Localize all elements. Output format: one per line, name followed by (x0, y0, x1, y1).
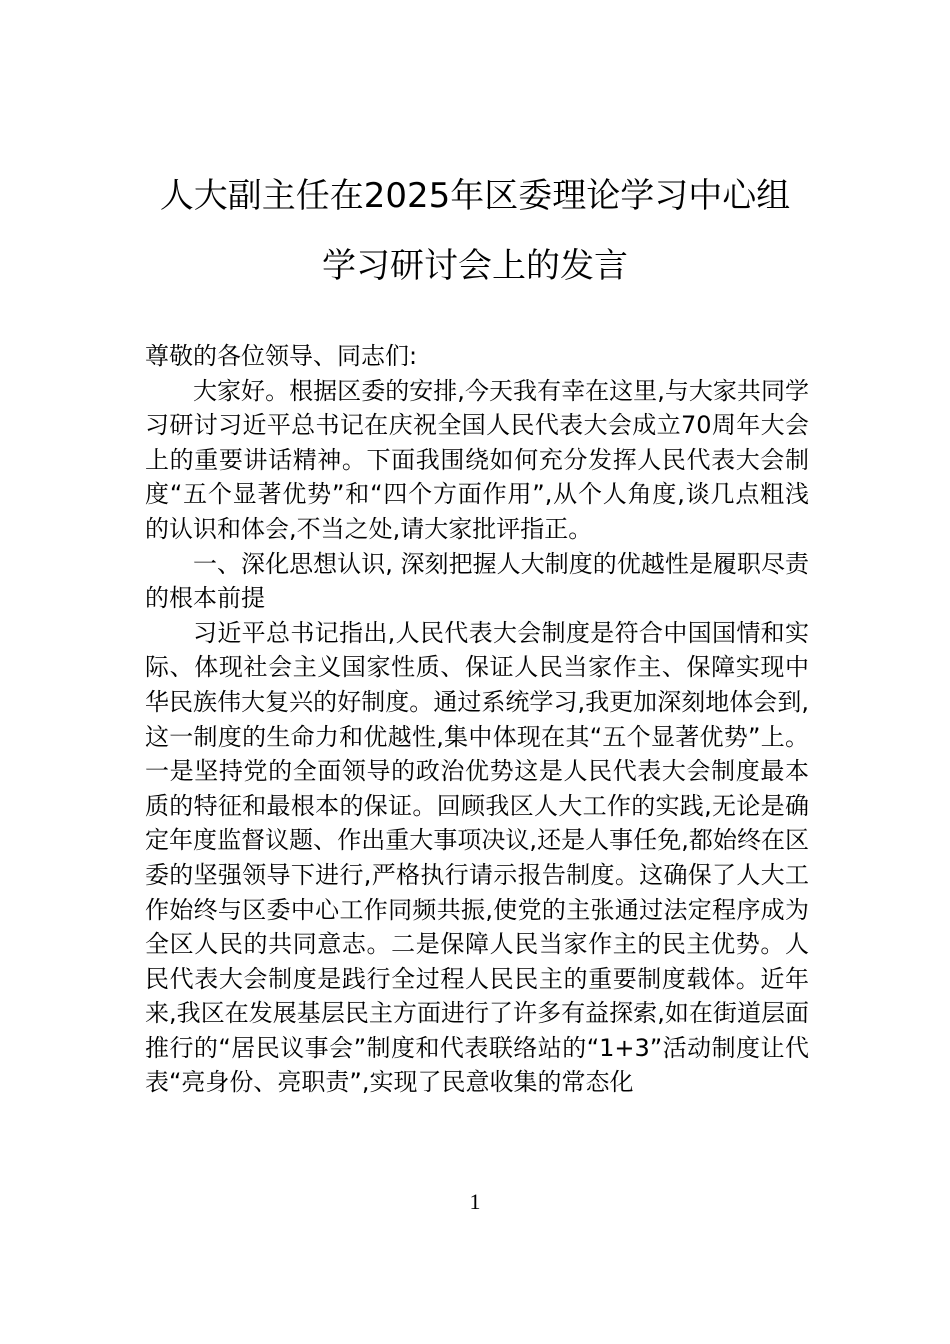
document-title-line-1: 人大副主任在2025年区委理论学习中心组 (159, 176, 791, 216)
document-body (145, 339, 809, 1100)
document-title-line-2: 学习研讨会上的发言 (322, 246, 628, 286)
salutation: 尊敬的各位领导、同志们: (145, 342, 418, 370)
paragraph-section-1: 习近平总书记指出,人民代表大会制度是符合中国国情和实际、体现社会主义国家性质、保证人民当家作主、保障实现中华民族伟大复兴的好制度。通过系统学习,我更加深刻地体会到,这一制度的生命力和优越性,集中体现在其“五个显著优势”上。一是坚持党的全面领导的政治优势这是人民代表大会制度最本质的特征和最根本的保证。回顾我区人大工作的实践,无论是确定年度监督议题、作出重大事项决议,还是人事任免,都始终在区委的坚强领导下进行,严格执行请示报告制度。这确保了人大工作始终与区委中心工作同频共振,使党的主张通过法定程序成为全区人民的共同意志。二是保障人民当家作主的民主优势。人民代表大会制度是践行全过程人民民主的重要制度载体。近年来,我区在发展基层民主方面进行了许多有益探索,如在街道层面推行的“居民议事会”制度和代表联络站的“1+3”活动制度让代表“亮身份、亮职责”,实现了民意收集的常态化 (145, 618, 809, 1097)
paragraph-opening: 大家好。根据区委的安排,今天我有幸在这里,与大家共同学习研讨习近平总书记在庆祝全国人民代表大会成立70周年大会上的重要讲话精神。下面我围绕如何充分发挥人民代表大会制度“五个显著优势”和“四个方面作用”,从个人角度,谈几点粗浅的认识和体会,不当之处,请大家批评指正。 (145, 376, 809, 543)
page-number: 1 (469, 1189, 481, 1214)
section-heading-1: 一、深化思想认识, 深刻把握人大制度的优越性是履职尽责的根本前提 (145, 549, 809, 613)
